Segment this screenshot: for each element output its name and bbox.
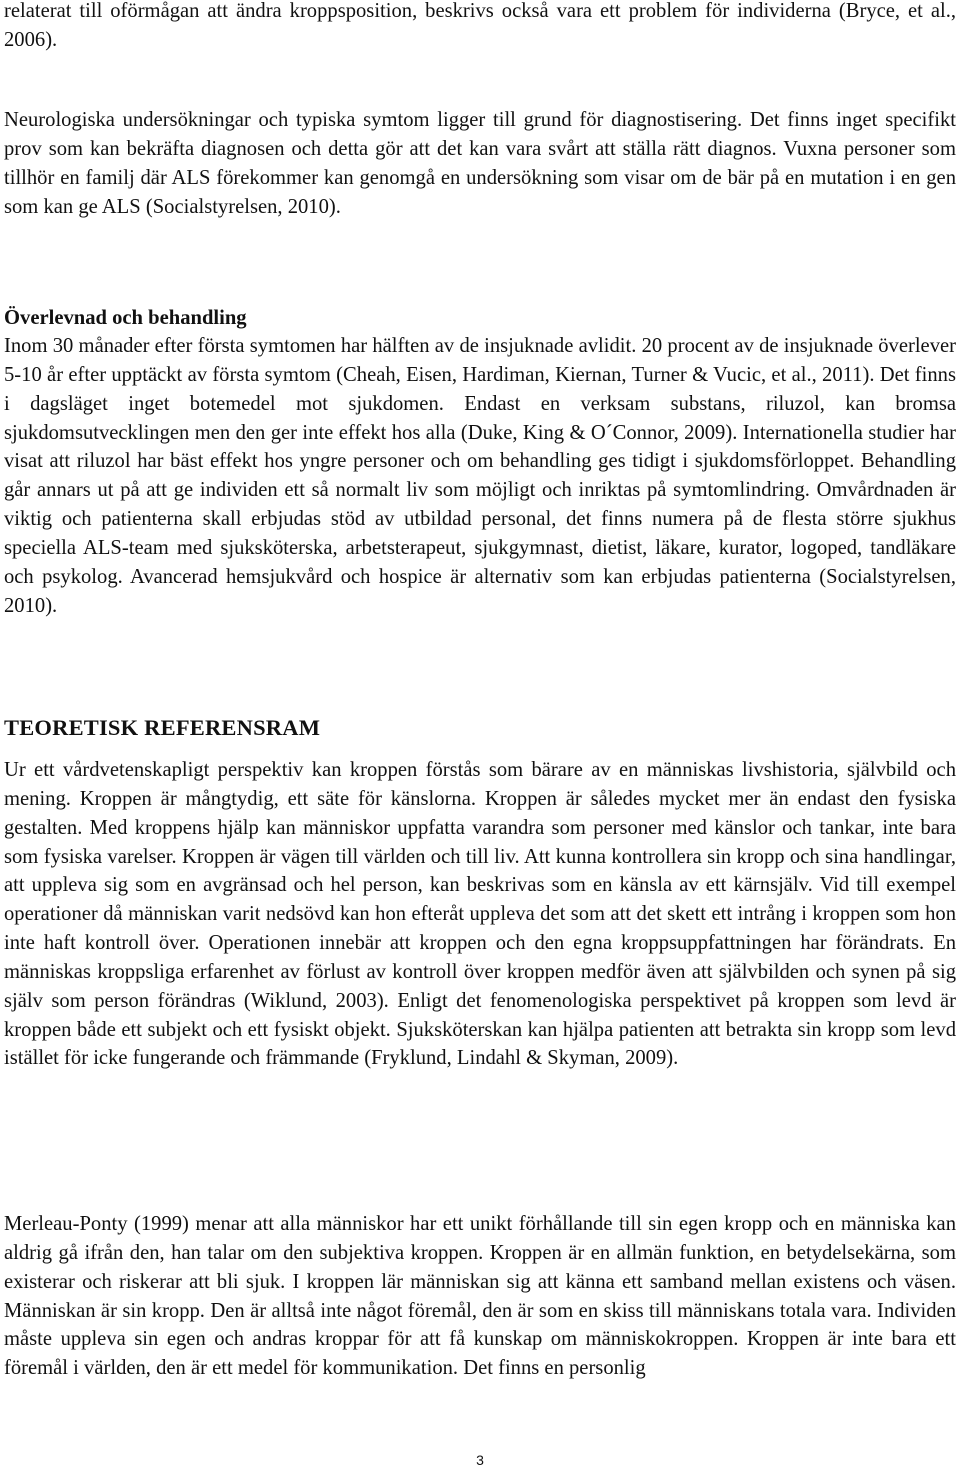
- paragraph-diagnosis: Neurologiska undersökningar och typiska symtom ligger till grund för diagnostisering. Det finns inget specifikt prov som kan bekräfta diagnosen och detta gör att det kan vara svårt att ställa rätt diagnos. Vuxna personer som tillhör en familj där ALS förekommer kan genomgå en undersökning som visar om de bär på en mutation i en gen som kan ge ALS (Socialstyrelsen, 2010).: [4, 109, 956, 218]
- section-heading-theoretical-framework: TEORETISK REFERENSRAM: [4, 715, 321, 740]
- paragraph-continuation: relaterat till oförmågan att ändra kroppsposition, beskrivs också vara ett problem för individerna (Bryce, et al., 2006).: [4, 0, 956, 51]
- paragraph-survival-treatment: Inom 30 månader efter första symtomen har hälften av de insjuknade avlidit. 20 procent av de insjuknade överlever 5-10 år efter upptäckt av första symtom (Cheah, Eisen, Hardiman, Kiernan, Turner & Vucic, et al., 2011). Det finns i dagsläget inget botemedel mot sjukdomen. Endast en verksam substans, riluzol, kan bromsa sjukdomsutvecklingen men den ger inte effekt hos alla (Duke, King & O´Connor, 2009). Internationella studier har visat att riluzol har bäst effekt hos yngre personer och om behandling ges tidigt i sjukdomsförloppet. Behandling går annars ut på att ge individen ett så normalt liv som möjligt och inriktas på symtomlindring. Omvårdnaden är viktig och patienterna skall erbjudas stöd av utbildad personal, det finns numera på de flesta större sjukhus speciella ALS-team med sjuksköterska, arbetsterapeut, sjukgymnast, dietist, läkare, kurator, logoped, tandläkare och psykolog. Avancerad hemsjukvård och hospice är alternativ som kan erbjudas patienterna (Socialstyrelsen, 2010).: [4, 335, 956, 617]
- paragraph-caring-science-body: Ur ett vårdvetenskapligt perspektiv kan kroppen förstås som bärare av en människas livshistoria, självbild och mening. Kroppen är mångtydig, ett säte för känslorna. Kroppen är således mycket mer än endast den fysiska gestalten. Med kroppens hjälp kan människor uppfatta varandra som personer med känslor och tankar, inte bara som fysiska varelser. Kroppen är vägen till världen och till liv. Att kunna kontrollera sin kropp och sina handlingar, att uppleva sig som en avgränsad och hel person, kan beskrivas som en känsla av ett kärnsjälv. Vid till exempel operationer då människan varit nedsövd kan hon efteråt uppleva det som att det skett ett intrång i kroppen som hon inte haft kontroll över. Operationen innebär att kroppen och den egna kroppsuppfattningen har förändrats. En människas kroppsliga erfarenhet av förlust av kontroll över kroppen medför även att självbilden och synen på sig själv som person förändras (Wiklund, 2003). Enligt det fenomenologiska perspektivet på kroppen som levd är kroppen både ett subjekt och ett fysiskt objekt. Sjuksköterskan kan hjälpa patienten att betrakta sin kropp som levd istället för icke fungerande och främmande (Fryklund, Lindahl & Skyman, 2009).: [4, 759, 956, 1070]
- paragraph-merleau-ponty: Merleau-Ponty (1999) menar att alla människor har ett unikt förhållande till sin egen kropp och en människa kan aldrig gå ifrån den, han talar om den subjektiva kroppen. Kroppen är en allmän funktion, en betydelsekärna, som existerar och riskerar att bli sjuk. I kroppen lär människan sig att känna ett samband mellan existens och väsen. Människan är sin kropp. Den är alltså inte något föremål, den är som en skiss till människans totala vara. Individen måste uppleva sin egen och andras kroppar för att få kunskap om människokroppen. Kroppen är inte bara ett föremål i världen, den är ett medel för kommunikation. Det finns en personlig: [4, 1213, 956, 1380]
- subheading-survival-treatment: Överlevnad och behandling: [4, 307, 247, 329]
- page-number: 3: [476, 1452, 484, 1468]
